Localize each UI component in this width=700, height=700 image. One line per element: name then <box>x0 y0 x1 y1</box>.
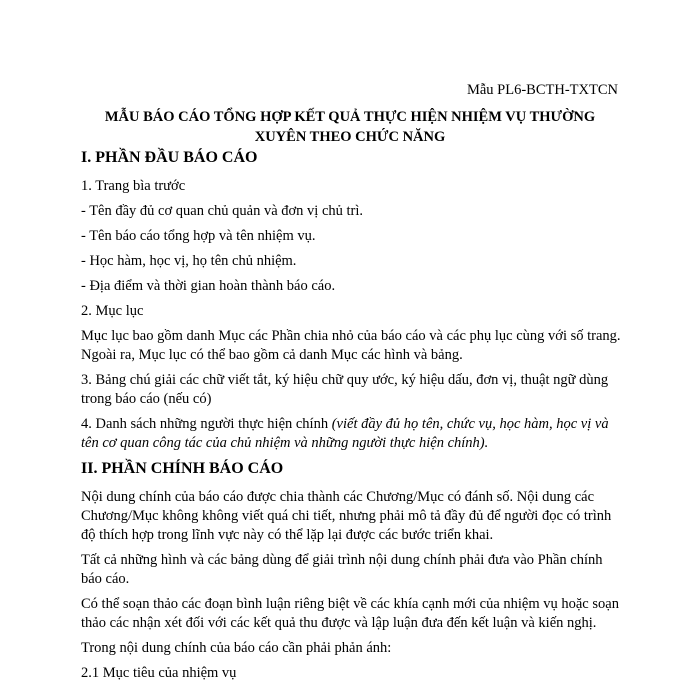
document-title <box>80 107 620 147</box>
section-2-heading: II. PHẦN CHÍNH BÁO CÁO <box>81 460 284 477</box>
section-2-item-2-1: 2.1 Mục tiêu của nhiệm vụ <box>81 665 237 681</box>
section-2-paragraph-3: Có thể soạn thảo các đoạn bình luận riêng biệt về các khía cạnh mới của nhiệm vụ hoặc soạn thảo các nhận xét đối với các kết quả thu được và lập luận đưa đến kết luận và kiến nghị. <box>81 596 619 631</box>
table-of-contents-paragraph: Mục lục bao gồm danh Mục các Phần chia nhỏ của báo cáo và các phụ lục cùng với số trang. Ngoài ra, Mục lục có thể bao gồm cả danh Mục các hình và bảng. <box>81 328 621 363</box>
section-1-heading: I. PHẦN ĐẦU BÁO CÁO <box>81 149 258 166</box>
section-2-paragraph-4: Trong nội dung chính của báo cáo cần phải phản ánh: <box>81 640 392 656</box>
section-2-paragraph-1: Nội dung chính của báo cáo được chia thành các Chương/Mục có đánh số. Nội dung các Chương/Mục không không viết quá chi tiết, nhưng phải mô tả đầy đủ để người đọc có trình độ thích hợp trong lĩnh vực này có thể lặp lại được các bước triển khai. <box>81 489 612 543</box>
section-1-item-2: 2. Mục lục <box>81 303 144 319</box>
section-1-item-1: 1. Trang bìa trước <box>81 178 186 194</box>
document-title-line-1: MẪU BÁO CÁO TỔNG HỢP KẾT QUẢ THỰC HIỆN NHIỆM VỤ THƯỜNG <box>104 109 596 125</box>
document-title-line-2: XUYÊN THEO CHỨC NĂNG <box>254 129 446 145</box>
section-1-item-3: 3. Bảng chú giải các chữ viết tắt, ký hiệu chữ quy ước, ký hiệu dấu, đơn vị, thuật ngữ dùng trong báo cáo (nếu có) <box>81 372 609 407</box>
section-1-bullet-4: - Địa điểm và thời gian hoàn thành báo cáo. <box>81 278 336 294</box>
item-4-text: 4. Danh sách những người thực hiện chính <box>81 416 332 432</box>
section-1-bullet-2: - Tên báo cáo tổng hợp và tên nhiệm vụ. <box>81 228 316 244</box>
item-4-note: (viết đầy đủ họ tên, chức vụ, học hàm, học vị và tên cơ quan công tác của chủ nhiệm và những người thực hiện chính). <box>81 416 609 451</box>
section-1-bullet-1: - Tên đầy đủ cơ quan chủ quản và đơn vị chủ trì. <box>81 203 364 219</box>
form-code: Mẫu PL6-BCTH-TXTCN <box>466 82 618 98</box>
section-1-bullet-3: - Học hàm, học vị, họ tên chủ nhiệm. <box>81 253 297 269</box>
section-2-paragraph-2: Tất cả những hình và các bảng dùng để giải trình nội dung chính phải đưa vào Phần chính báo cáo. <box>81 552 603 587</box>
document-body <box>81 148 622 689</box>
section-1-item-4 <box>81 415 622 453</box>
